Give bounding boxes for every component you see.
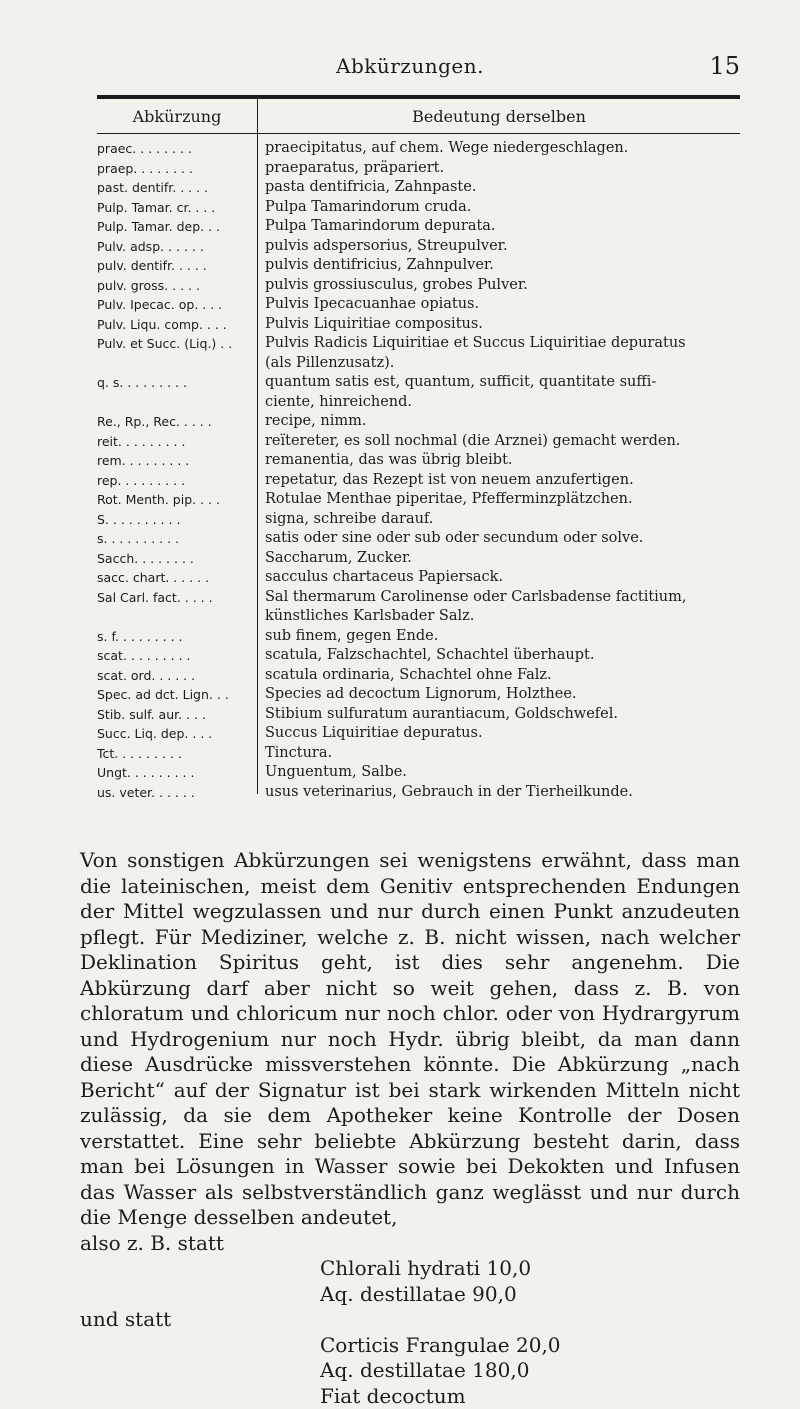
table-row: [97, 666, 740, 686]
abbreviation-cell: Tct. . . . . . . . .: [97, 744, 253, 764]
abbreviation-cell: Pulv. Ipecac. op. . . .: [97, 295, 253, 315]
meaning-cell: [253, 217, 740, 237]
abbreviation-cell: Pulp. Tamar. cr. . . .: [97, 198, 253, 218]
table-row: [97, 529, 740, 549]
table-row: [97, 315, 740, 335]
meaning-line: Pulpa Tamarindorum cruda.: [265, 198, 740, 218]
abbreviation-cell: Pulv. Liqu. comp. . . .: [97, 315, 253, 335]
meaning-cell: [253, 315, 740, 335]
table-row: [97, 217, 740, 237]
meaning-cell: [253, 276, 740, 296]
abbreviation-cell: Pulv. adsp. . . . . .: [97, 237, 253, 257]
abbreviation-cell: Spec. ad dct. Lign. . .: [97, 685, 253, 705]
abbreviation-cell: Stib. sulf. aur. . . .: [97, 705, 253, 725]
meaning-line: repetatur, das Rezept ist von neuem anzufertigen.: [265, 471, 740, 491]
formula-line: Aq. destillatae 90,0: [320, 1282, 740, 1308]
formula-1: [320, 1256, 740, 1307]
table-row: [97, 139, 740, 159]
formula-2: [320, 1333, 740, 1409]
meaning-line: remanentia, das was übrig bleibt.: [265, 451, 740, 471]
table-row: [97, 471, 740, 491]
meaning-cell: [253, 666, 740, 686]
table-row: [97, 159, 740, 179]
meaning-cell: [253, 490, 740, 510]
table-row: [97, 178, 740, 198]
table-row: [97, 685, 740, 705]
table-row: [97, 373, 740, 412]
meaning-line: pasta dentifricia, Zahnpaste.: [265, 178, 740, 198]
abbreviation-cell: pulv. dentifr. . . . .: [97, 256, 253, 276]
formula-line: Corticis Frangulae 20,0: [320, 1333, 740, 1359]
lead-text-2: und statt: [80, 1307, 740, 1333]
table-row: [97, 490, 740, 510]
table-row: [97, 549, 740, 569]
table-row: [97, 412, 740, 432]
table-row: [97, 432, 740, 452]
table-row: [97, 334, 740, 373]
meaning-line: sacculus chartaceus Papiersack.: [265, 568, 740, 588]
abbreviation-cell: us. veter. . . . . .: [97, 783, 253, 803]
abbreviation-cell: praec. . . . . . . .: [97, 139, 253, 159]
meaning-line: scatula, Falzschachtel, Schachtel überhaupt.: [265, 646, 740, 666]
meaning-line: pulvis grossiusculus, grobes Pulver.: [265, 276, 740, 296]
abbreviation-cell: Sal Carl. fact. . . . .: [97, 588, 253, 627]
meaning-line: satis oder sine oder sub oder secundum oder solve.: [265, 529, 740, 549]
meaning-cell: [253, 451, 740, 471]
abbreviation-cell: s. f. . . . . . . . .: [97, 627, 253, 647]
meaning-line: scatula ordinaria, Schachtel ohne Falz.: [265, 666, 740, 686]
meaning-cell: [253, 373, 740, 412]
meaning-cell: [253, 588, 740, 627]
meaning-cell: [253, 568, 740, 588]
page-number: 15: [709, 52, 740, 80]
table-row: [97, 295, 740, 315]
abbreviation-cell: Pulp. Tamar. dep. . .: [97, 217, 253, 237]
meaning-line: ciente, hinreichend.: [265, 393, 740, 413]
meaning-cell: [253, 178, 740, 198]
meaning-cell: [253, 432, 740, 452]
meaning-cell: [253, 295, 740, 315]
meaning-cell: [253, 256, 740, 276]
meaning-line: (als Pillenzusatz).: [265, 354, 740, 374]
table-row: [97, 256, 740, 276]
abbreviation-cell: S. . . . . . . . . .: [97, 510, 253, 530]
abbreviation-table: [97, 95, 740, 802]
meaning-cell: [253, 744, 740, 764]
meaning-line: sub finem, gegen Ende.: [265, 627, 740, 647]
column-header-abbreviation: Abkürzung: [97, 107, 257, 126]
abbreviation-cell: Sacch. . . . . . . .: [97, 549, 253, 569]
table-row: [97, 627, 740, 647]
meaning-cell: [253, 237, 740, 257]
body-paragraph: Von sonstigen Abkürzungen sei wenigstens erwähnt, dass man die lateinischen, meist dem Genitiv entsprechenden Endungen der Mittel wegzulassen und nur durch einen Punkt anzudeuten pflegt. Für Mediziner, welche z. B. nicht wissen, nach welcher Deklination Spiritus geht, ist dies sehr angenehm. Die Abkürzung darf aber nicht so weit gehen, dass z. B. von chloratum und chloricum nur noch chlor. oder von Hydrargyrum und Hydrogenium nur noch Hydr. übrig bleibt, da man dann diese Ausdrücke missverstehen könnte. Die Abkürzung „nach Bericht“ auf der Signatur ist bei stark wirkenden Mitteln nicht zulässig, da sie dem Apotheker keine Kontrolle der Dosen verstattet. Eine sehr beliebte Abkürzung besteht darin, dass man bei Lösungen in Wasser sowie bei Dekokten und Infusen das Wasser als selbstverständlich ganz weglässt und nur durch die Menge desselben andeutet,: [80, 848, 740, 1231]
abbreviation-cell: Ungt. . . . . . . . .: [97, 763, 253, 783]
table-body: [97, 134, 740, 802]
meaning-cell: [253, 471, 740, 491]
table-row: [97, 646, 740, 666]
meaning-cell: [253, 510, 740, 530]
meaning-cell: [253, 685, 740, 705]
abbreviation-cell: Rot. Menth. pip. . . .: [97, 490, 253, 510]
formula-line: Fiat decoctum: [320, 1384, 740, 1409]
column-divider: [257, 134, 258, 794]
meaning-line: Succus Liquiritiae depuratus.: [265, 724, 740, 744]
formula-line: Aq. destillatae 180,0: [320, 1358, 740, 1384]
meaning-cell: [253, 412, 740, 432]
meaning-line: Rotulae Menthae piperitae, Pfefferminzplätzchen.: [265, 490, 740, 510]
abbreviation-cell: q. s. . . . . . . . .: [97, 373, 253, 412]
abbreviation-cell: past. dentifr. . . . .: [97, 178, 253, 198]
meaning-cell: [253, 139, 740, 159]
table-row: [97, 451, 740, 471]
abbreviation-cell: praep. . . . . . . .: [97, 159, 253, 179]
table-row: [97, 276, 740, 296]
meaning-line: Pulpa Tamarindorum depurata.: [265, 217, 740, 237]
abbreviation-cell: Re., Rp., Rec. . . . .: [97, 412, 253, 432]
meaning-line: Pulvis Ipecacuanhae opiatus.: [265, 295, 740, 315]
table-row: [97, 744, 740, 764]
meaning-cell: [253, 529, 740, 549]
abbreviation-cell: rem. . . . . . . . .: [97, 451, 253, 471]
table-row: [97, 510, 740, 530]
abbreviation-cell: s. . . . . . . . . .: [97, 529, 253, 549]
meaning-cell: [253, 198, 740, 218]
meaning-cell: [253, 705, 740, 725]
meaning-line: Tinctura.: [265, 744, 740, 764]
abbreviation-cell: pulv. gross. . . . .: [97, 276, 253, 296]
meaning-line: Species ad decoctum Lignorum, Holzthee.: [265, 685, 740, 705]
meaning-line: usus veterinarius, Gebrauch in der Tierheilkunde.: [265, 783, 740, 803]
table-row: [97, 588, 740, 627]
table-row: [97, 237, 740, 257]
meaning-line: signa, schreibe darauf.: [265, 510, 740, 530]
meaning-line: Pulvis Radicis Liquiritiae et Succus Liquiritiae depuratus: [265, 334, 740, 354]
abbreviation-cell: Pulv. et Succ. (Liq.) . .: [97, 334, 253, 373]
meaning-cell: [253, 763, 740, 783]
formula-line: Chlorali hydrati 10,0: [320, 1256, 740, 1282]
meaning-line: praeparatus, präpariert.: [265, 159, 740, 179]
page-header: [80, 52, 740, 82]
abbreviation-cell: scat. . . . . . . . .: [97, 646, 253, 666]
meaning-line: Sal thermarum Carolinense oder Carlsbadense factitium,: [265, 588, 740, 608]
abbreviation-cell: Succ. Liq. dep. . . .: [97, 724, 253, 744]
meaning-line: Pulvis Liquiritiae compositus.: [265, 315, 740, 335]
meaning-line: Saccharum, Zucker.: [265, 549, 740, 569]
meaning-line: praecipitatus, auf chem. Wege niedergeschlagen.: [265, 139, 740, 159]
abbreviation-cell: scat. ord. . . . . .: [97, 666, 253, 686]
meaning-line: recipe, nimm.: [265, 412, 740, 432]
column-header-meaning: Bedeutung derselben: [257, 99, 740, 133]
lead-text-1: also z. B. statt: [80, 1231, 740, 1257]
abbreviation-cell: reit. . . . . . . . .: [97, 432, 253, 452]
meaning-line: pulvis adspersorius, Streupulver.: [265, 237, 740, 257]
table-row: [97, 705, 740, 725]
table-header-row: [97, 99, 740, 134]
meaning-cell: [253, 334, 740, 373]
meaning-line: quantum satis est, quantum, sufficit, quantitate suffi-: [265, 373, 740, 393]
meaning-line: Stibium sulfuratum aurantiacum, Goldschwefel.: [265, 705, 740, 725]
running-head: Abkürzungen.: [80, 54, 740, 78]
meaning-cell: [253, 724, 740, 744]
meaning-cell: [253, 159, 740, 179]
meaning-line: Unguentum, Salbe.: [265, 763, 740, 783]
table-row: [97, 724, 740, 744]
table-row: [97, 568, 740, 588]
abbreviation-cell: rep. . . . . . . . .: [97, 471, 253, 491]
meaning-cell: [253, 549, 740, 569]
meaning-line: künstliches Karlsbader Salz.: [265, 607, 740, 627]
abbreviation-cell: sacc. chart. . . . . .: [97, 568, 253, 588]
meaning-cell: [253, 627, 740, 647]
table-row: [97, 198, 740, 218]
meaning-cell: [253, 646, 740, 666]
table-row: [97, 783, 740, 803]
table-row: [97, 763, 740, 783]
meaning-line: reïtereter, es soll nochmal (die Arznei) gemacht werden.: [265, 432, 740, 452]
meaning-cell: [253, 783, 740, 803]
meaning-line: pulvis dentifricius, Zahnpulver.: [265, 256, 740, 276]
